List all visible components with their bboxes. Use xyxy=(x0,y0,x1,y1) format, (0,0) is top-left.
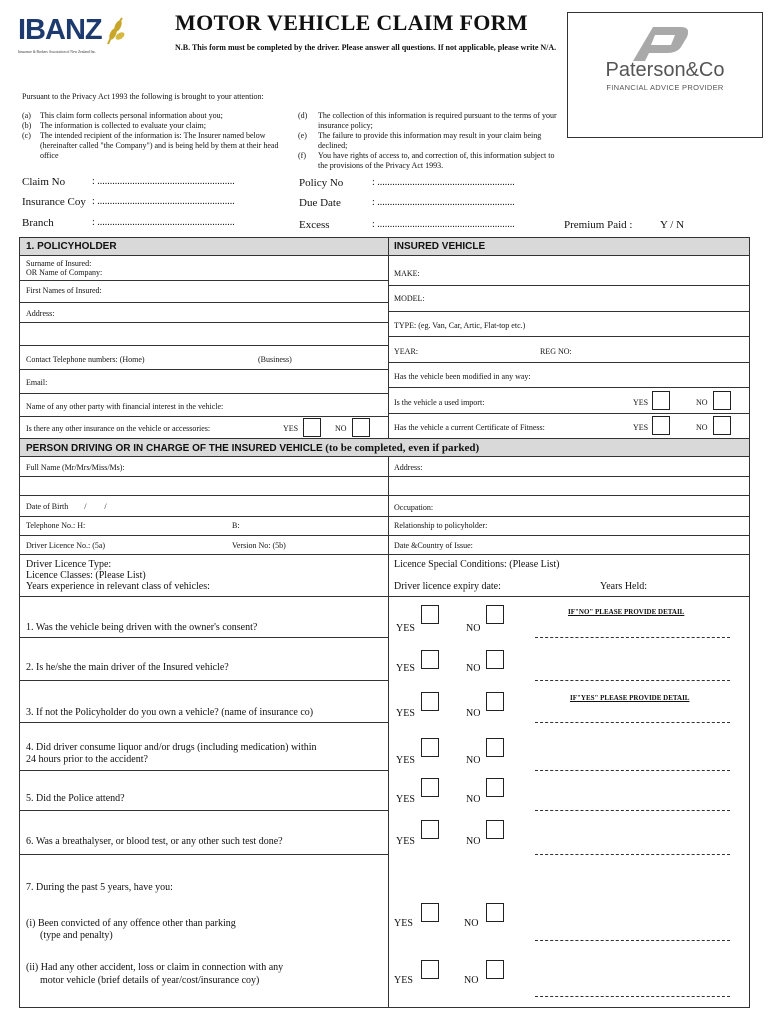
used-import-label: Is the vehicle a used import: xyxy=(394,398,485,407)
privacy-key-d: (d) xyxy=(298,111,308,120)
insurance-coy-label: Insurance Coy xyxy=(22,196,86,208)
other-insurance-label: Is there any other insurance on the vehicle or accessories: xyxy=(26,424,211,433)
privacy-key-f: (f) xyxy=(298,151,306,160)
special-conditions-label: Licence Special Conditions: (Please List) xyxy=(394,559,560,570)
surname-label: Surname of Insured: xyxy=(26,259,92,268)
privacy-left xyxy=(22,111,284,161)
licence-no-label: Driver Licence No.: (5a) xyxy=(26,541,106,550)
privacy-item-e: The failure to provide this information may result in your claim being declined; xyxy=(318,131,542,150)
dob-label: Date of Birth / / xyxy=(26,502,107,511)
privacy-key-e: (e) xyxy=(298,131,307,140)
q6-text: 6. Was a breathalyser, or blood test, or any other such test done? xyxy=(26,836,283,847)
driver-heading-suffix: (to be completed, even if parked) xyxy=(325,442,480,454)
claim-no-field[interactable]: : ....................................................... xyxy=(92,176,235,187)
q4-text-line2: 24 hours prior to the accident? xyxy=(26,754,148,765)
licence-type-label: Driver Licence Type: xyxy=(26,559,112,570)
paterson-p-icon xyxy=(623,23,693,63)
model-label: MODEL: xyxy=(394,294,425,303)
cof-yes-label: YES xyxy=(633,423,649,432)
driver-telephone-label: Telephone No.: H: xyxy=(26,521,86,530)
q7ii-no-label: NO xyxy=(464,975,479,986)
q1-no-label: NO xyxy=(466,623,481,634)
q1-no-checkbox[interactable] xyxy=(486,605,504,624)
contact-telephone-label: Contact Telephone numbers: (Home) xyxy=(26,355,145,364)
occupation-label: Occupation: xyxy=(394,503,434,512)
q5-detail-line[interactable] xyxy=(535,810,730,811)
privacy-item-f: You have rights of access to, and correction of, this information subject to the provisions of the Privacy Act 1993. xyxy=(318,151,555,170)
cof-no-checkbox[interactable] xyxy=(713,416,731,435)
driver-heading: PERSON DRIVING OR IN CHARGE OF THE INSURED VEHICLE xyxy=(26,443,323,454)
vehicle-heading: INSURED VEHICLE xyxy=(394,241,486,252)
version-no-label: Version No: (5b) xyxy=(232,541,286,550)
used-import-no-label: NO xyxy=(696,398,708,407)
form-note: N.B. This form must be completed by the driver. Please answer all questions. If not applicable, please write N/A. xyxy=(175,43,557,52)
q2-yes-checkbox[interactable] xyxy=(421,650,439,669)
used-import-yes-checkbox[interactable] xyxy=(652,391,670,410)
q7ii-detail-line[interactable] xyxy=(535,996,730,997)
q5-no-checkbox[interactable] xyxy=(486,778,504,797)
privacy-item-a: This claim form collects personal information about you; xyxy=(40,111,223,120)
q7i-yes-label: YES xyxy=(394,918,413,929)
company-tagline: FINANCIAL ADVICE PROVIDER xyxy=(606,83,724,92)
privacy-intro: Pursuant to the Privacy Act 1993 the following is brought to your attention: xyxy=(22,92,264,101)
q2-detail-line[interactable] xyxy=(535,680,730,681)
policy-no-label: Policy No xyxy=(299,177,344,189)
company-logo-frame xyxy=(567,12,763,138)
cof-yes-checkbox[interactable] xyxy=(652,416,670,435)
q3-no-label: NO xyxy=(466,708,481,719)
q3-detail-line[interactable] xyxy=(535,722,730,723)
q1-text: 1. Was the vehicle being driven with the owner's consent? xyxy=(26,622,258,633)
q1-yes-checkbox[interactable] xyxy=(421,605,439,624)
q4-detail-line[interactable] xyxy=(535,770,730,771)
premium-paid-label: Premium Paid : xyxy=(564,219,633,231)
q7i-text-line2: (type and penalty) xyxy=(40,930,113,941)
q6-detail-line[interactable] xyxy=(535,854,730,855)
q3-if-yes-note: IF"YES" PLEASE PROVIDE DETAIL xyxy=(570,694,690,702)
privacy-item-c: The intended recipient of the information is: The Insurer named below (hereinafter called "the Company") and is being held by them at their head office xyxy=(40,131,279,160)
business-telephone-label: (Business) xyxy=(258,355,292,364)
q7ii-text-line2: motor vehicle (brief details of year/cost/insurance coy) xyxy=(40,975,260,986)
other-insurance-no-label: NO xyxy=(335,424,347,433)
type-label: TYPE: (eg. Van, Car, Artic, Flat-top etc.) xyxy=(394,321,526,330)
q2-no-checkbox[interactable] xyxy=(486,650,504,669)
other-insurance-yes-checkbox[interactable] xyxy=(303,418,321,437)
q5-text: 5. Did the Police attend? xyxy=(26,793,125,804)
q4-no-checkbox[interactable] xyxy=(486,738,504,757)
policy-no-field[interactable]: : ....................................................... xyxy=(372,177,515,188)
ibanz-logo-subtitle: Insurance & Brokers Association of New Zealand Inc. xyxy=(18,50,97,54)
q6-no-checkbox[interactable] xyxy=(486,820,504,839)
company-name-label: OR Name of Company: xyxy=(26,268,103,277)
driver-full-name-label: Full Name (Mr/Mrs/Miss/Ms): xyxy=(26,463,125,472)
q5-yes-checkbox[interactable] xyxy=(421,778,439,797)
email-label: Email: xyxy=(26,378,48,387)
privacy-key-b: (b) xyxy=(22,121,32,130)
used-import-yes-label: YES xyxy=(633,398,649,407)
other-insurance-no-checkbox[interactable] xyxy=(352,418,370,437)
branch-label: Branch xyxy=(22,217,54,229)
date-country-label: Date &Country of Issue: xyxy=(394,541,473,550)
excess-field[interactable]: : ....................................................... xyxy=(372,219,515,230)
privacy-key-c: (c) xyxy=(22,131,31,140)
driver-telephone-b-label: B: xyxy=(232,521,240,530)
q2-yes-label: YES xyxy=(396,663,415,674)
year-label: YEAR: xyxy=(394,347,418,356)
q7ii-yes-label: YES xyxy=(394,975,413,986)
wheat-icon xyxy=(104,16,126,46)
first-names-label: First Names of Insured: xyxy=(26,286,102,295)
reg-no-label: REG NO: xyxy=(540,347,572,356)
q7ii-text-line1: (ii) Had any other accident, loss or claim in connection with any xyxy=(26,962,284,973)
q1-if-no-note: IF"NO" PLEASE PROVIDE DETAIL xyxy=(568,608,685,616)
cof-no-label: NO xyxy=(696,423,708,432)
years-experience-label: Years experience in relevant class of vehicles: xyxy=(26,581,210,592)
q7i-yes-checkbox[interactable] xyxy=(421,903,439,922)
q2-no-label: NO xyxy=(466,663,481,674)
due-date-label: Due Date xyxy=(299,197,341,209)
q4-yes-checkbox[interactable] xyxy=(421,738,439,757)
years-held-label: Years Held: xyxy=(600,581,648,592)
q7i-detail-line[interactable] xyxy=(535,940,730,941)
excess-label: Excess xyxy=(299,219,330,231)
branch-field[interactable]: : ....................................................... xyxy=(92,217,235,228)
q4-text-line1: 4. Did driver consume liquor and/or drugs (including medication) within xyxy=(26,742,317,753)
q5-no-label: NO xyxy=(466,794,481,805)
ibanz-logo-text: IBANZ xyxy=(18,14,102,46)
address-label: Address: xyxy=(26,309,55,318)
q1-yes-label: YES xyxy=(396,623,415,634)
insurance-coy-field[interactable]: : ....................................................... xyxy=(92,196,235,207)
q4-yes-label: YES xyxy=(396,755,415,766)
licence-classes-label: Licence Classes: (Please List) xyxy=(26,570,146,581)
q6-yes-checkbox[interactable] xyxy=(421,820,439,839)
used-import-no-checkbox[interactable] xyxy=(713,391,731,410)
q3-yes-checkbox[interactable] xyxy=(421,692,439,711)
modified-label: Has the vehicle been modified in any way: xyxy=(394,372,531,381)
q5-yes-label: YES xyxy=(396,794,415,805)
q1-detail-line[interactable] xyxy=(535,637,730,638)
cof-label: Has the vehicle a current Certificate of Fitness: xyxy=(394,423,545,432)
licence-expiry-label: Driver licence expiry date: xyxy=(394,581,501,592)
privacy-item-b: The information is collected to evaluate your claim; xyxy=(40,121,206,130)
privacy-right xyxy=(298,111,558,171)
privacy-item-d: The collection of this information is required pursuant to the terms of your insurance policy; xyxy=(318,111,557,130)
q7i-text-line1: (i) Been convicted of any offence other than parking xyxy=(26,918,236,929)
q7i-no-label: NO xyxy=(464,918,479,929)
relationship-label: Relationship to policyholder: xyxy=(394,521,488,530)
policyholder-heading: 1. POLICYHOLDER xyxy=(26,241,117,252)
q3-yes-label: YES xyxy=(396,708,415,719)
q4-no-label: NO xyxy=(466,755,481,766)
due-date-field[interactable]: : ....................................................... xyxy=(372,197,515,208)
other-insurance-yes-label: YES xyxy=(283,424,299,433)
other-party-label: Name of any other party with financial interest in the vehicle: xyxy=(26,402,224,411)
make-label: MAKE: xyxy=(394,269,420,278)
q7-text: 7. During the past 5 years, have you: xyxy=(26,882,173,893)
q3-no-checkbox[interactable] xyxy=(486,692,504,711)
q7i-no-checkbox[interactable] xyxy=(486,903,504,922)
ibanz-logo xyxy=(18,14,128,64)
privacy-key-a: (a) xyxy=(22,111,31,120)
q7ii-no-checkbox[interactable] xyxy=(486,960,504,979)
q6-no-label: NO xyxy=(466,836,481,847)
claim-no-label: Claim No xyxy=(22,176,66,188)
driver-heading-row xyxy=(26,442,479,454)
q6-yes-label: YES xyxy=(396,836,415,847)
driver-address-label: Address: xyxy=(394,463,423,472)
form-title: MOTOR VEHICLE CLAIM FORM xyxy=(175,10,528,35)
premium-paid-yn[interactable]: Y / N xyxy=(660,219,685,231)
q3-text: 3. If not the Policyholder do you own a vehicle? (name of insurance co) xyxy=(26,707,314,718)
company-name: Paterson&Co xyxy=(605,59,725,81)
q2-text: 2. Is he/she the main driver of the Insured vehicle? xyxy=(26,662,229,673)
q7ii-yes-checkbox[interactable] xyxy=(421,960,439,979)
